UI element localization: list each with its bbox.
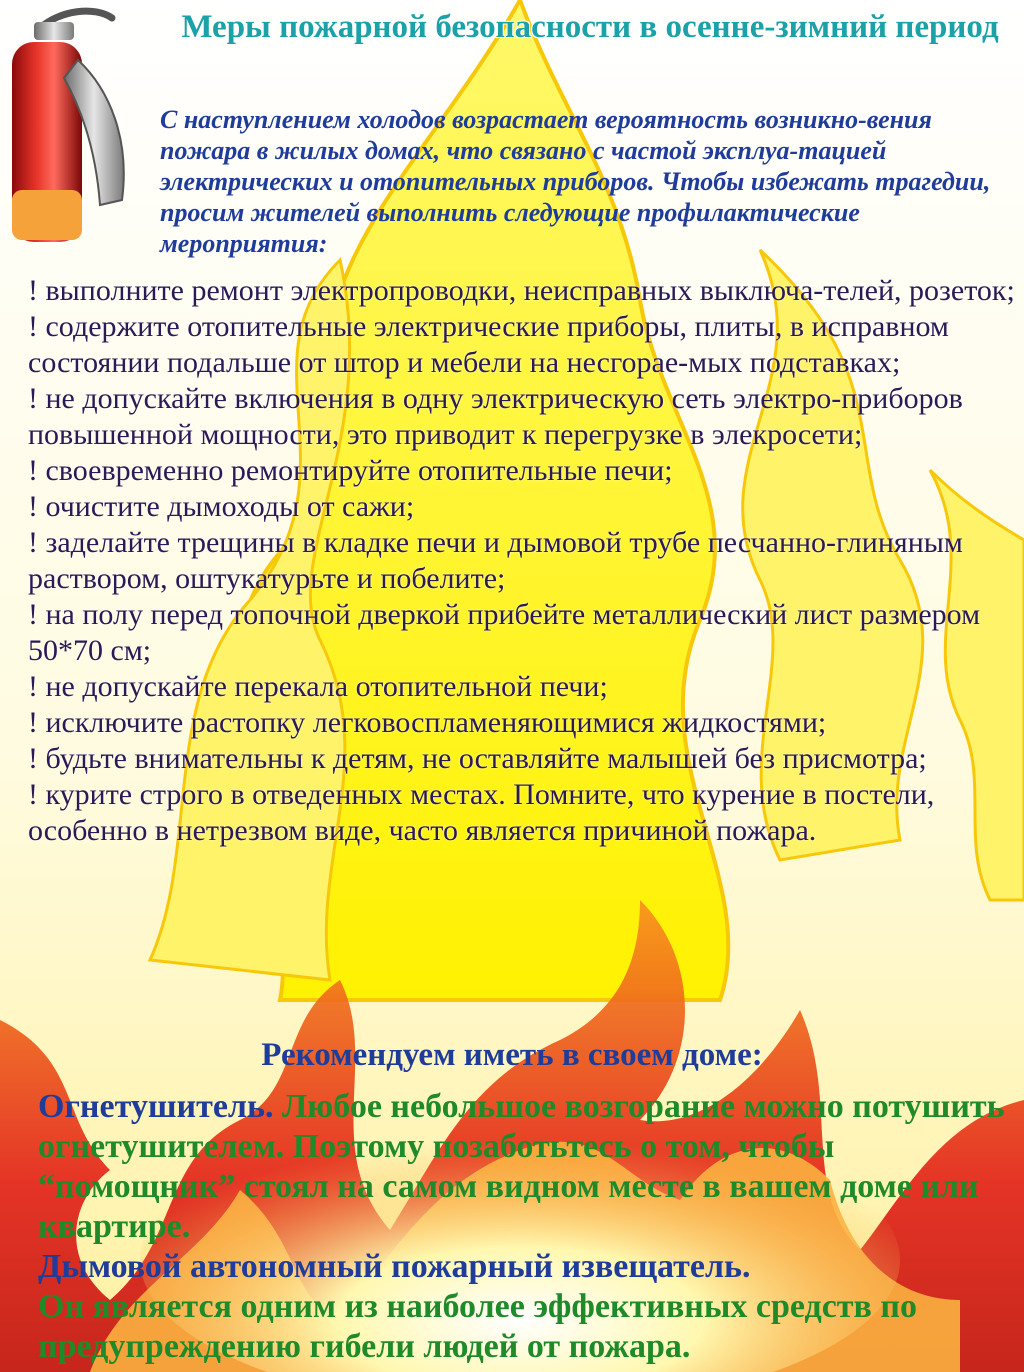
list-item: ! на полу перед топочной дверкой прибейте металлический лист размером 50*70 см;: [28, 598, 981, 667]
list-item: ! очистите дымоходы от сажи;: [28, 490, 415, 523]
recommend-heading: Рекомендуем иметь в своем доме:: [261, 1037, 763, 1073]
extinguisher-title: Огнетушитель.: [38, 1088, 274, 1125]
list-item: ! исключите растопку легковоспламеняющимися жидкостями;: [28, 706, 827, 739]
page-title: Меры пожарной безопасности в осенне-зимний период: [181, 9, 999, 45]
rules-list: [28, 273, 1024, 849]
list-item: ! выполните ремонт электропроводки, неисправных выключа-телей, розеток;: [28, 274, 1015, 307]
list-item: ! будьте внимательны к детям, не оставляйте малышей без присмотра;: [28, 742, 927, 775]
intro-text: С наступлением холодов возрастает вероятность возникно-вения пожара в жилых домах, что связано с частой эксплуа-тацией электрических и отопительных приборов. Чтобы избежать трагедии, просим жителей выполнить следующие профилактические мероприятия:: [160, 105, 991, 258]
extinguisher-text: Любое небольшое возгорание можно потушить огнетушителем. Поэтому позаботьтесь о том, чтобы “помощник” стоял на самом видном месте в вашем доме или квартире.: [38, 1088, 1005, 1245]
recommend-section: [38, 1087, 1024, 1367]
detector-text: Он является одним из наиболее эффективных средств по предупреждению гибели людей от пожара.: [38, 1288, 917, 1365]
list-item: ! заделайте трещины в кладке печи и дымовой трубе песчанно-глиняным раствором, оштукатурьте и побелите;: [28, 526, 963, 595]
list-item: ! курите строго в отведенных местах. Помните, что курение в постели, особенно в нетрезвом виде, часто является причиной пожара.: [28, 778, 935, 847]
detector-title: Дымовой автономный пожарный извещатель.: [38, 1248, 751, 1285]
list-item: ! содержите отопительные электрические приборы, плиты, в исправном состоянии подальше от штор и мебели на несгорае-мых подставках;: [28, 310, 949, 379]
list-item: ! не допускайте перекала отопительной печи;: [28, 670, 608, 703]
list-item: ! не допускайте включения в одну электрическую сеть электро-приборов повышенной мощности, это приводит к перегрузке в элекросети;: [28, 382, 963, 451]
extinguisher-paragraph: [38, 1087, 1024, 1247]
fire-extinguisher-icon: [0, 0, 160, 260]
list-item: ! своевременно ремонтируйте отопительные печи;: [28, 454, 673, 487]
